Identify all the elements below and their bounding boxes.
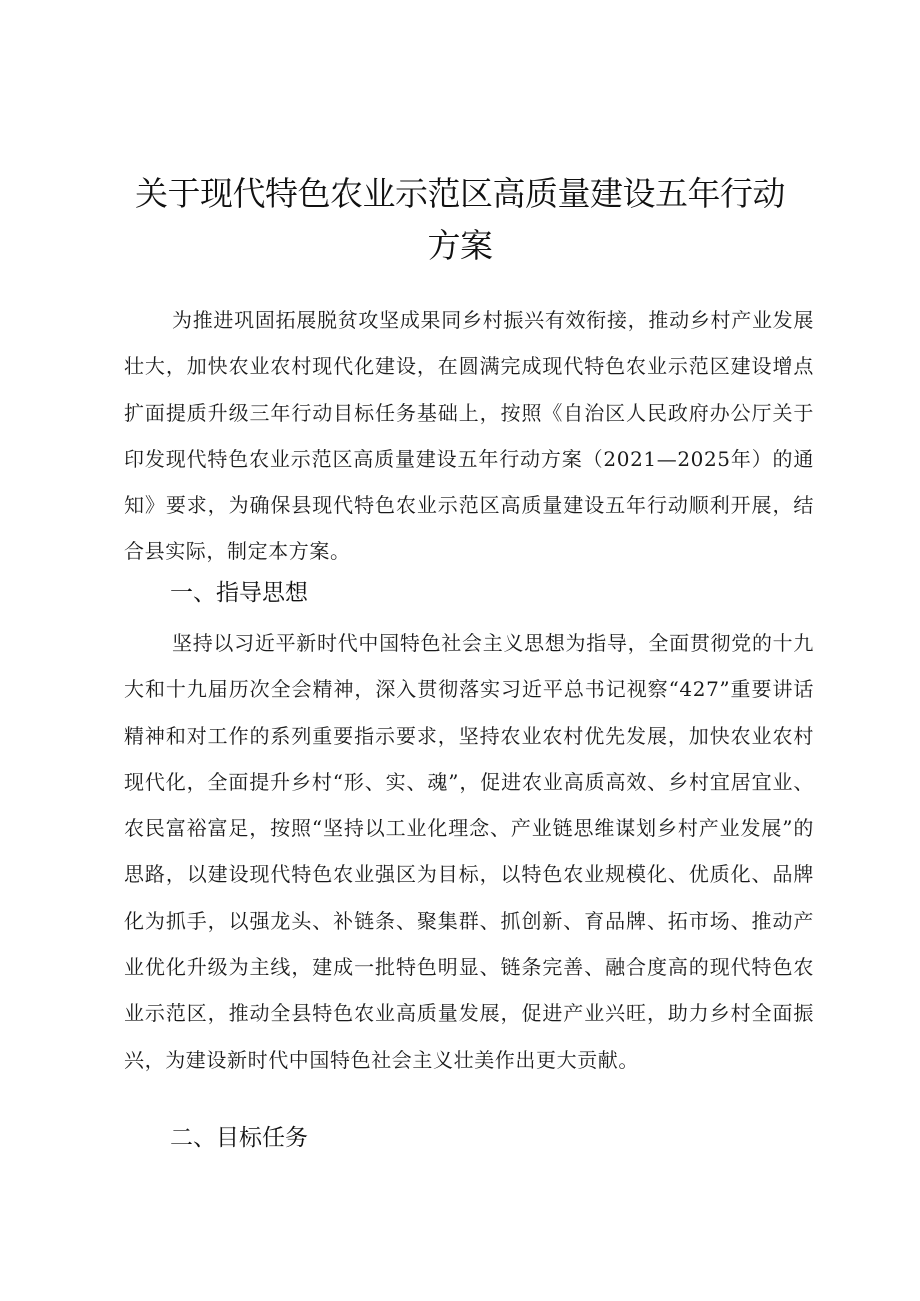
intro-paragraph: 为推进巩固拓展脱贫攻坚成果同乡村振兴有效衔接，推动乡村产业发展壮大，加快农业农村现代化建设，在圆满完成现代特色农业示范区建设增点扩面提质升级三年行动目标任务基础上，按照《自治区人民政府办公厅关于印发现代特色农业示范区高质量建设五年行动方案（2021—2025年）的通知》要求，为确保县现代特色农业示范区高质量建设五年行动顺利开展，结合县实际，制定本方案。 [124, 308, 814, 564]
section-heading-guiding-ideology: 一、指导思想 [170, 580, 308, 606]
section-heading-goals-tasks: 二、目标任务 [170, 1125, 308, 1151]
document-title: 关于现代特色农业示范区高质量建设五年行动方案 [135, 174, 785, 265]
guiding-ideology-paragraph: 坚持以习近平新时代中国特色社会主义思想为指导，全面贯彻党的十九大和十九届历次全会精神，深入贯彻落实习近平总书记视察“427”重要讲话精神和对工作的系列重要指示要求，坚持农业农村优先发展，加快农业农村现代化，全面提升乡村“形、实、魂”，促进农业高质高效、乡村宜居宜业、农民富裕富足，按照“坚持以工业化理念、产业链思维谋划乡村产业发展”的思路，以建设现代特色农业强区为目标，以特色农业规模化、优质化、品牌化为抓手，以强龙头、补链条、聚集群、抓创新、育品牌、拓市场、推动产业优化升级为主线，建成一批特色明显、链条完善、融合度高的现代特色农业示范区，推动全县特色农业高质量发展，促进产业兴旺，助力乡村全面振兴，为建设新时代中国特色社会主义壮美作出更大贡献。 [124, 631, 814, 1072]
